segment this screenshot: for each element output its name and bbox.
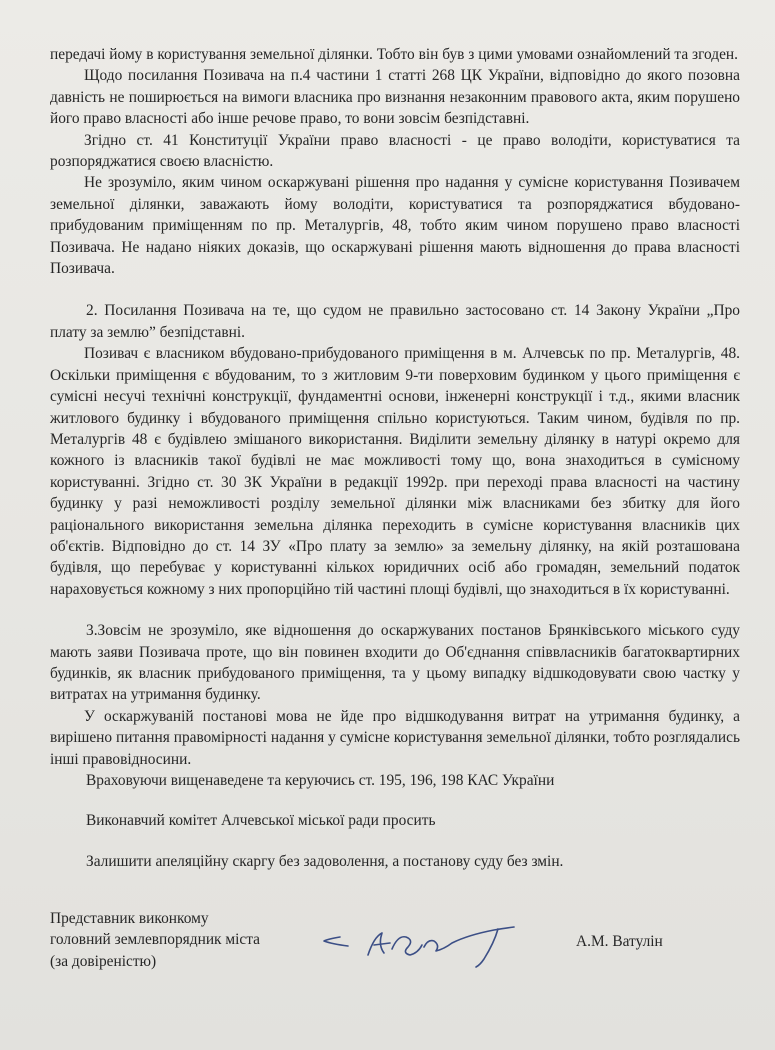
handwritten-signature	[318, 915, 528, 970]
signatory-position: головний землевпорядник міста	[50, 931, 260, 949]
paragraph-mixed-use-building: Позивач є власником вбудовано-прибудованого приміщення в м. Алчевськ по пр. Металургів, 48. Оскільки приміщення є вбудованим, то з житловим 9-ти поверховим будинком у цього приміщення є сумісні несучі технічні конструкції, фундаментні основи, інженерні конструкції і т.д., якими власник житлового будинку і вбудованого приміщення спільно користуються. Таким чином, будівля по пр. Металургів 48 є будівлею змішаного використання. Виділити земельну ділянку в натурі окремо для кожного із власників такої будівлі не має можливості тому що, вона знаходиться в сумісному користуванні. Згідно ст. 30 ЗК України в редакції 1992р. при переході права власності на частину будинку у разі неможливості розділу земельної ділянки між власниками без збитку для його раціонального використання земельна ділянка переходить в сумісне користування власників цих об'єктів. Відповідно до ст. 14 ЗУ «Про плату за землю» за земельну ділянку, на якій розташована будівля, що перебуває у користуванні кількох юридичних осіб або громадян, земельний податок нараховується кожному з них пропорційно тій частині площі будівлі, що знаходиться в їх користуванні.	[50, 345, 740, 598]
paragraph-constitution: Згідно ст. 41 Конституції України право власності - це право володіти, користуватися та розпоряджатися своєю власністю.	[50, 131, 740, 171]
paragraph-committee-request: Виконавчий комітет Алчевської міської ради просить	[86, 812, 436, 830]
signature-stroke	[368, 933, 390, 955]
paragraph-legal-basis: Враховуючи вищенаведене та керуючись ст. 195, 196, 198 КАС України	[86, 772, 555, 789]
signatory-authority: (за довіреністю)	[50, 952, 157, 970]
signature-stroke	[324, 937, 348, 946]
paragraph-point-2: 2. Посилання Позивача на те, що судом не правильно застосовано ст. 14 Закону України „Про плату за землю” безпідставні.	[50, 302, 740, 341]
signature-stroke	[424, 927, 514, 951]
signatory-block	[50, 908, 260, 972]
section-spacer	[50, 279, 740, 300]
paragraph-resolution: Залишити апеляційну скаргу без задоволення, а постанову суду без змін.	[86, 852, 564, 870]
paragraph-statute-of-limitations: Щодо посилання Позивача на п.4 частини 1 статті 268 ЦК України, відповідно до якого позовна давність не поширюється на вимоги власника про визнання незаконним правового акта, яким порушено його право власності або інше речове право, то вони зовсім безпідставні.	[50, 67, 740, 128]
signature-stroke	[476, 929, 498, 967]
signatory-name: А.М. Ватулін	[576, 933, 663, 950]
signature-stroke	[392, 937, 422, 955]
document-body	[50, 44, 740, 872]
section-spacer	[50, 600, 740, 620]
paragraph-continuation: передачі йому в користування земельної ділянки. Тобто він був з цими умовами ознайомлений та згоден.	[50, 46, 739, 63]
signatory-title: Представник виконкому	[50, 910, 209, 927]
paragraph-ownership-rights: Не зрозуміло, яким чином оскаржувані рішення про надання у сумісне користування Позивачем земельної ділянки, заважають йому володіти, користуватися та розпоряджатися вбудовано-прибудованим приміщенням по пр. Металургів, 48, тобто яким чином порушено право власності Позивача. Не надано ніяких доказів, що оскаржувані рішення мають відношення до права власності Позивача.	[50, 174, 740, 278]
paragraph-legal-relations: У оскаржуваній постанові мова не йде про відшкодування витрат на утримання будинку, а вирішено питання правомірності надання у сумісне користування земельної ділянки, тобто розглядались інші правовідносини.	[50, 707, 740, 768]
paragraph-point-3: 3.Зовсім не зрозуміло, яке відношення до оскаржуваних постанов Брянківського міського суду мають заяви Позивача проте, що він повинен входити до Об'єднання співвласників багатоквартирних будинків, як власник прибудованого приміщення, та у цьому випадку відшкодовувати свою частку у витратах на утримання будинку.	[50, 622, 740, 704]
